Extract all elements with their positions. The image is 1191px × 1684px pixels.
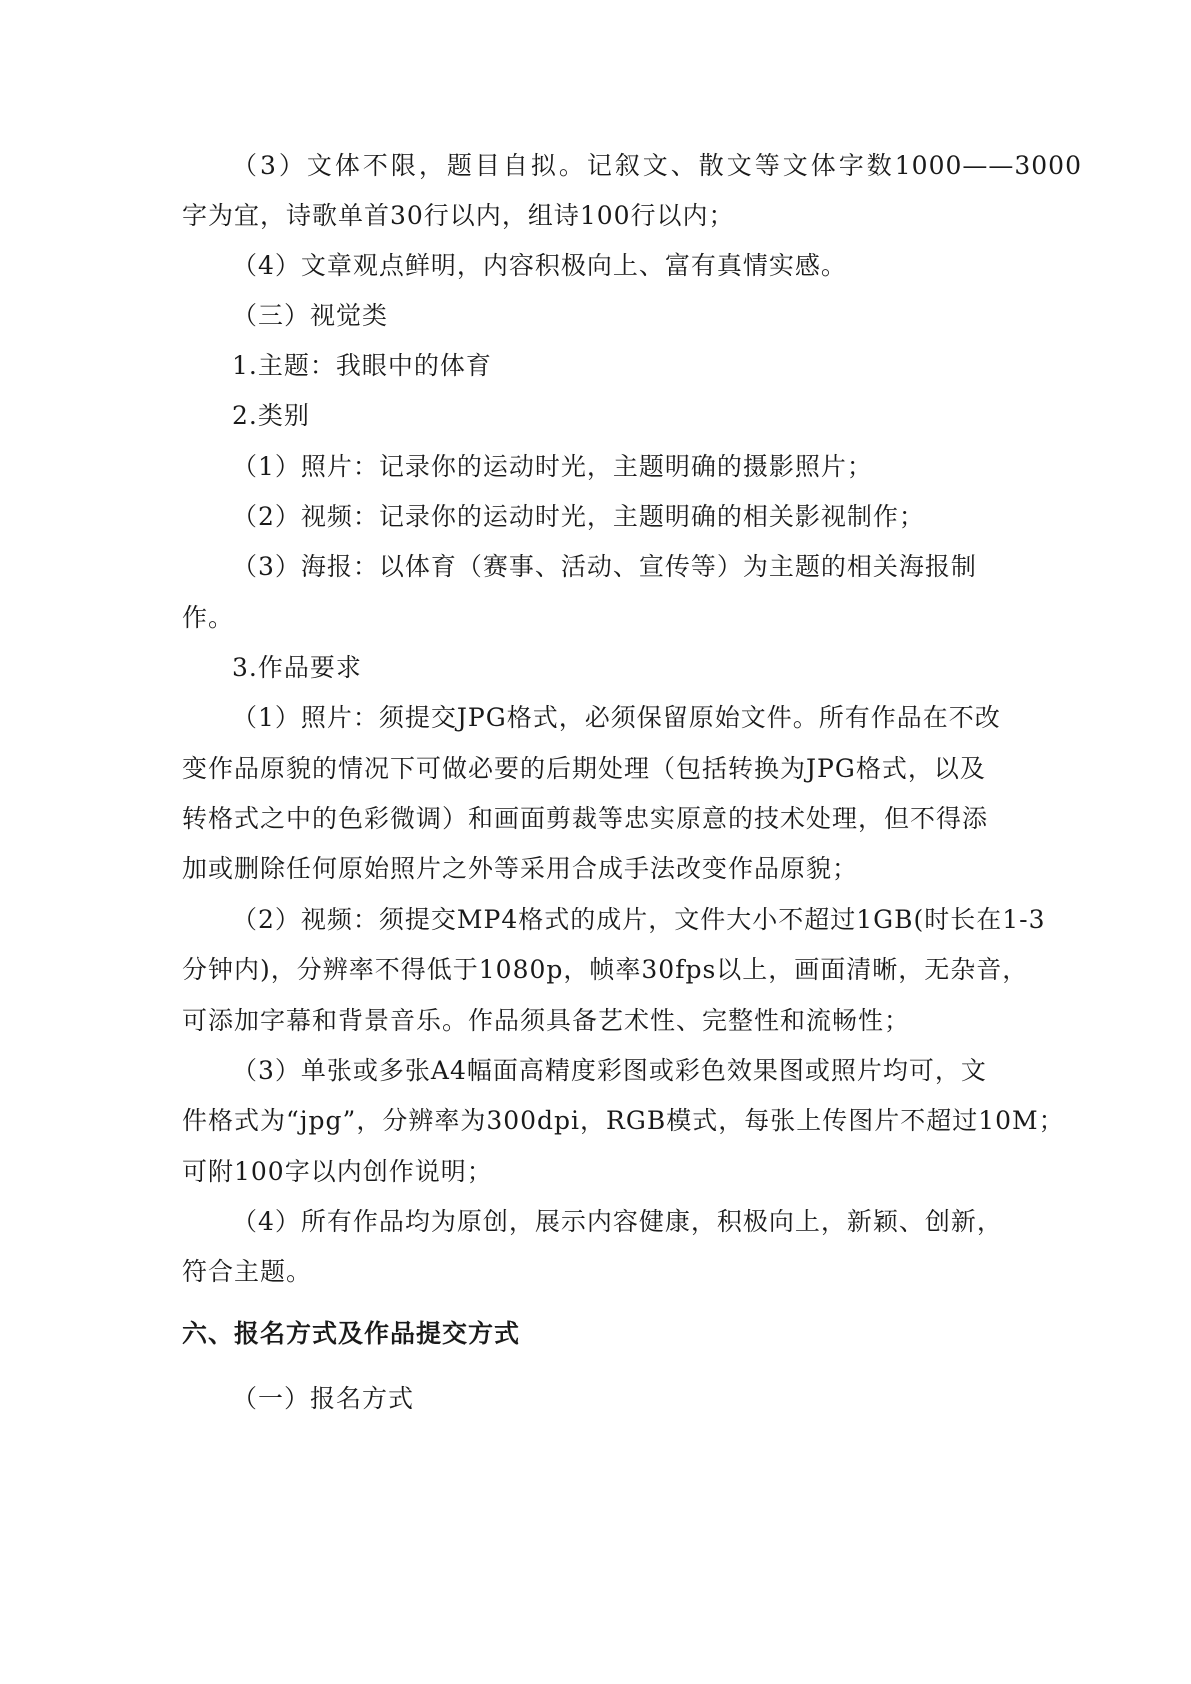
section-subheading: （三）视觉类 [232,301,389,330]
paragraph-line: 加或删除任何原始照片之外等采用合成手法改变作品原貌； [182,854,859,883]
paragraph-line: 转格式之中的色彩微调）和画面剪裁等忠实原意的技术处理，但不得添 [182,804,989,833]
paragraph-line: （4）所有作品均为原创，展示内容健康，积极向上，新颖、创新， [232,1207,1003,1236]
paragraph-line: 字为宜，诗歌单首30行以内，组诗100行以内； [182,201,735,230]
paragraph-line: 可附100字以内创作说明； [182,1157,493,1186]
section-subheading: （一）报名方式 [232,1384,415,1413]
paragraph-line: （1）照片：记录你的运动时光，主题明确的摄影照片； [232,452,873,481]
paragraph-line: 符合主题。 [182,1257,313,1286]
paragraph-line: （1）照片：须提交JPG格式，必须保留原始文件。所有作品在不改 [232,703,1001,732]
item-heading: 3.作品要求 [232,653,362,682]
item-heading: 1.主题：我眼中的体育 [232,351,492,380]
paragraph-line: 作。 [182,603,235,632]
paragraph-line: （4）文章观点鲜明，内容积极向上、富有真情实感。 [232,251,847,280]
paragraph-line: （3）单张或多张A4幅面高精度彩图或彩色效果图或照片均可，文 [232,1056,987,1085]
paragraph-line: （2）视频：须提交MP4格式的成片，文件大小不超过1GB(时长在1-3 [232,905,1046,934]
section-heading: 六、报名方式及作品提交方式 [182,1319,521,1348]
paragraph-line: （3）文体不限，题目自拟。记叙文、散文等文体字数1000——3000 [232,151,1082,180]
paragraph-line: 可添加字幕和背景音乐。作品须具备艺术性、完整性和流畅性； [182,1006,911,1035]
paragraph-line: （2）视频：记录你的运动时光，主题明确的相关影视制作； [232,502,925,531]
paragraph-line: 变作品原貌的情况下可做必要的后期处理（包括转换为JPG格式，以及 [182,754,986,783]
paragraph-line: 件格式为“jpg”，分辨率为300dpi，RGB模式，每张上传图片不超过10M； [182,1106,1065,1135]
paragraph-line: （3）海报：以体育（赛事、活动、宣传等）为主题的相关海报制 [232,552,977,581]
paragraph-line: 分钟内)，分辨率不得低于1080p，帧率30fps以上，画面清晰，无杂音， [182,955,1029,984]
item-heading: 2.类别 [232,401,310,430]
